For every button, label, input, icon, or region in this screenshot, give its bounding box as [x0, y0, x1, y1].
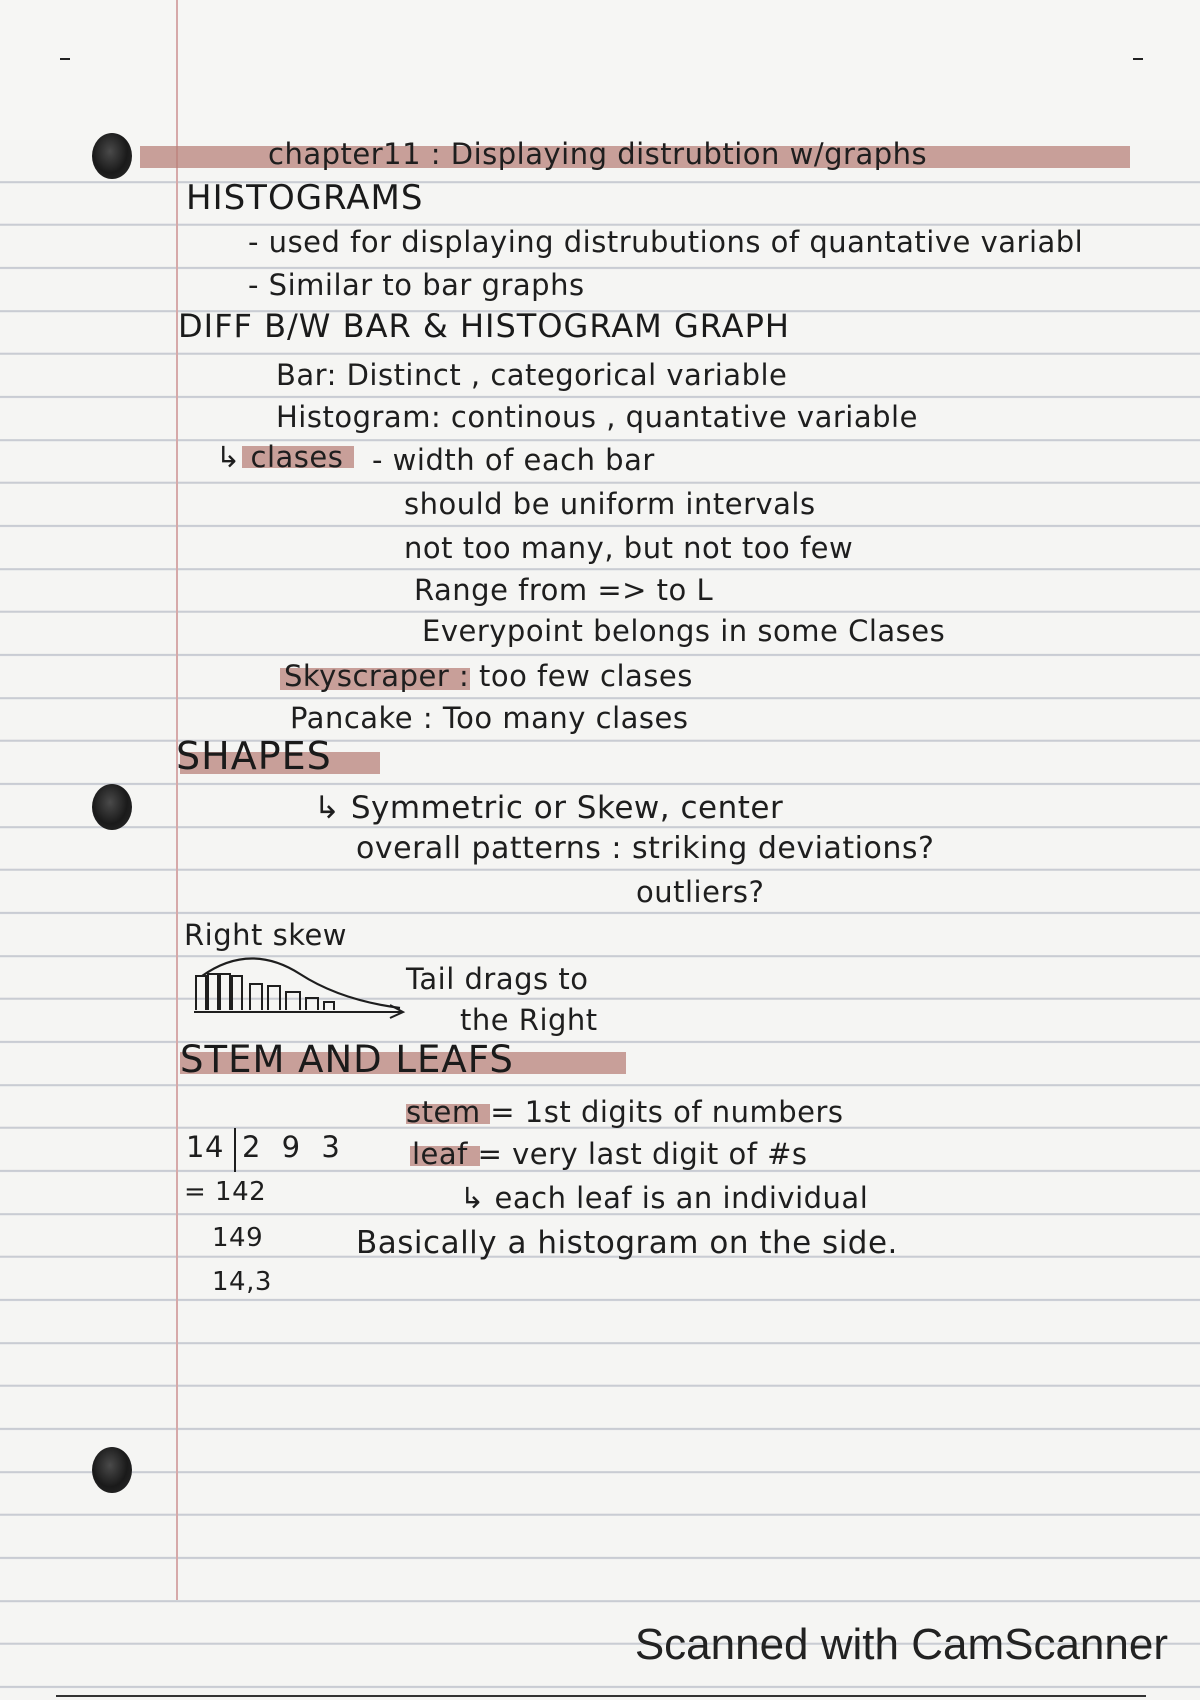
shapes-line-1: ↳ Symmetric or Skew, center [314, 790, 784, 826]
clases-note-3: Range from => to L [414, 573, 714, 607]
clases-note: - width of each bar [372, 443, 655, 477]
corner-mark-left [60, 58, 70, 60]
basically-line: Basically a histogram on the side. [356, 1225, 898, 1261]
page-top-area [0, 0, 1200, 140]
example-row-2: 149 [212, 1223, 264, 1253]
right-skew-sketch [190, 948, 430, 1028]
shapes-line-3: outliers? [636, 875, 765, 909]
example-row-3: 14,3 [212, 1267, 272, 1297]
example-row-1: = 142 [184, 1177, 267, 1207]
right-skew-line-1: Tail drags to [406, 962, 589, 996]
camscanner-watermark: Scanned with CamScanner [634, 1620, 1168, 1669]
skyscraper-line: Skyscraper : too few clases [284, 659, 693, 693]
margin-line [176, 0, 178, 1600]
bottom-rule [56, 1695, 1146, 1697]
stem-leafs-heading: STEM AND LEAFS [180, 1038, 514, 1081]
histograms-heading: HISTOGRAMS [186, 178, 424, 218]
diff-heading: DIFF B/W BAR & HISTOGRAM GRAPH [178, 307, 790, 345]
punch-hole-middle [92, 784, 132, 830]
shapes-heading: SHAPES [176, 734, 332, 778]
punch-hole-top [92, 133, 132, 179]
stem-divider [234, 1128, 236, 1172]
example-leaves: 2 9 3 [242, 1130, 346, 1164]
corner-mark-right [1133, 58, 1143, 60]
leaf-definition: leaf = very last digit of #s [412, 1137, 808, 1171]
clases-note-2: not too many, but not too few [404, 531, 854, 565]
clases-note-4: Everypoint belongs in some Clases [422, 614, 946, 648]
clases-note-1: should be uniform intervals [404, 487, 816, 521]
diff-bar-line: Bar: Distinct , categorical variable [276, 358, 788, 392]
diff-histogram-line: Histogram: continous , quantative variable [276, 400, 918, 434]
leaf-note: ↳ each leaf is an individual [460, 1181, 869, 1215]
punch-hole-bottom [92, 1447, 132, 1493]
right-skew-label: Right skew [184, 918, 348, 952]
example-stem: 14 [186, 1130, 224, 1164]
clases-label: ↳ clases [216, 440, 344, 474]
histograms-bullet-1: - used for displaying distrubutions of quantative variabl [248, 225, 1084, 259]
stem-definition: stem = 1st digits of numbers [406, 1095, 844, 1129]
shapes-line-2: overall patterns : striking deviations? [356, 831, 935, 866]
pancake-line: Pancake : Too many clases [290, 701, 689, 735]
right-skew-line-2: the Right [460, 1003, 598, 1037]
histograms-bullet-2: - Similar to bar graphs [248, 268, 585, 302]
page-title: chapter11 : Displaying distrubtion w/graphs [268, 137, 928, 171]
